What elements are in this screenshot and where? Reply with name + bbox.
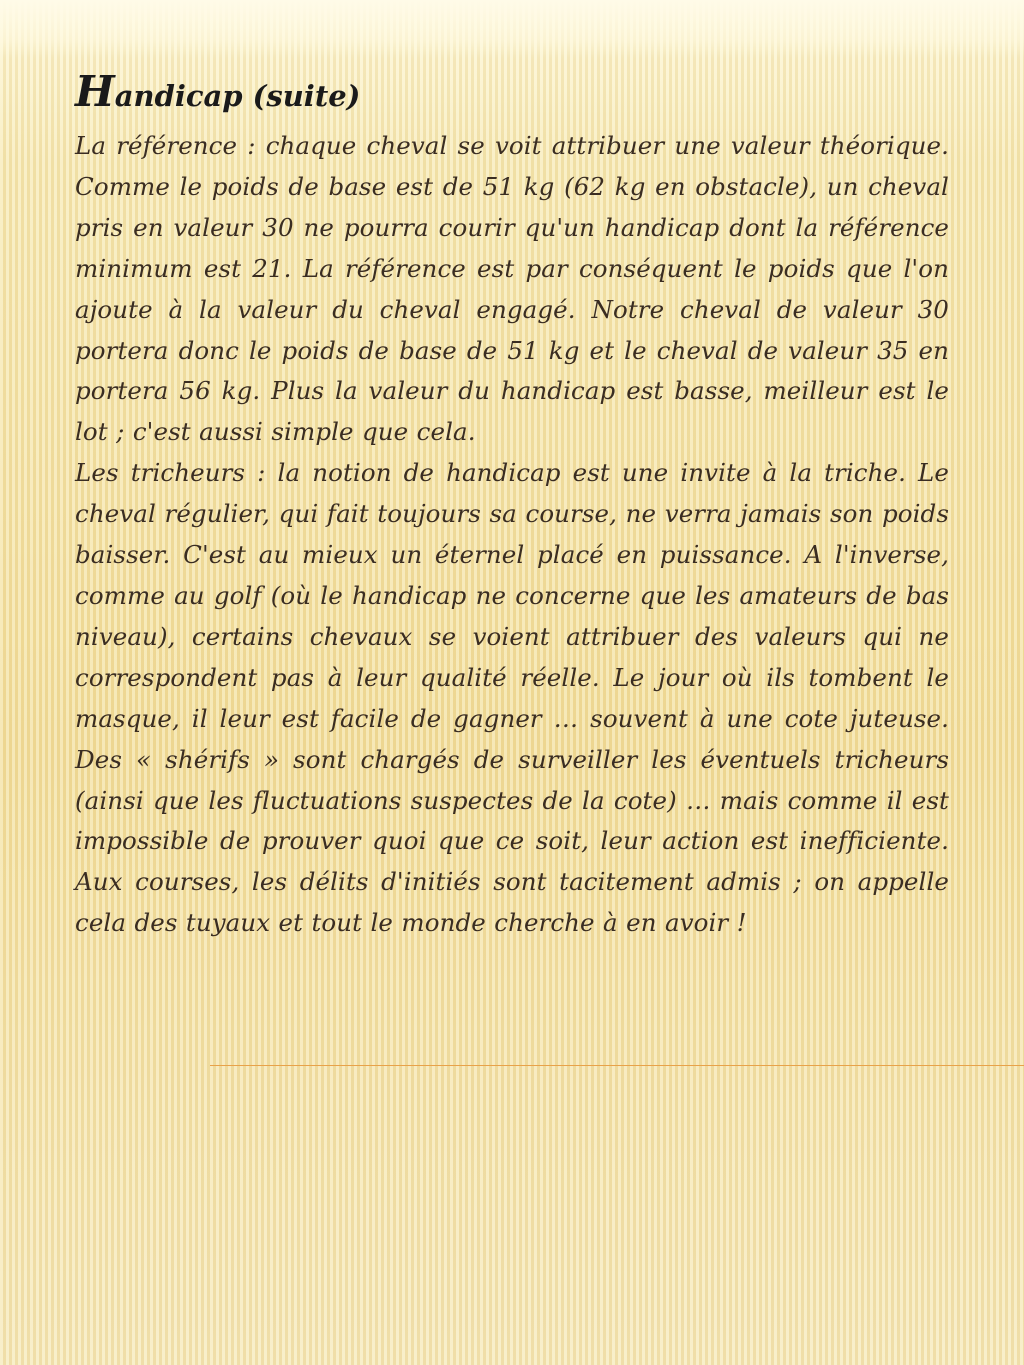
slide-title-initial: H: [75, 67, 115, 116]
slide-top-band: [0, 0, 1024, 58]
slide-title: [75, 62, 949, 126]
paragraph-cheaters: Les tricheurs : la notion de handicap est une invite à la triche. Le cheval régulier, qui fait toujours sa course, ne verra jamais son poids baisser. C'est au mieux un éternel placé en puissance. A l'inverse, comme au golf (où le handicap ne concerne que les amateurs de bas niveau), certains chevaux se voient attribuer des valeurs qui ne correspondent pas à leur qualité réelle. Le jour où ils tombent le masque, il leur est facile de gagner … souvent à une cote juteuse. Des « shérifs » sont chargés de surveiller les éventuels tricheurs (ainsi que les fluctuations suspectes de la cote) … mais comme il est impossible de prouver quoi que ce soit, leur action est inefficiente. Aux courses, les délits d'initiés sont tacitement admis ; on appelle cela des tuyaux et tout le monde cherche à en avoir !: [75, 458, 949, 938]
slide-content: [75, 62, 949, 944]
slide-title-rest: andicap (suite): [114, 79, 361, 113]
paragraph-reference: La référence : chaque cheval se voit attribuer une valeur théorique. Comme le poids de base est de 51 kg (62 kg en obstacle), un cheval pris en valeur 30 ne pourra courir qu'un handicap dont la référence minimum est 21. La référence est par conséquent le poids que l'on ajoute à la valeur du cheval engagé. Notre cheval de valeur 30 portera donc le poids de base de 51 kg et le cheval de valeur 35 en portera 56 kg. Plus la valeur du handicap est basse, meilleur est le lot ; c'est aussi simple que cela.: [75, 131, 949, 447]
accent-divider-line: [210, 1065, 1024, 1066]
